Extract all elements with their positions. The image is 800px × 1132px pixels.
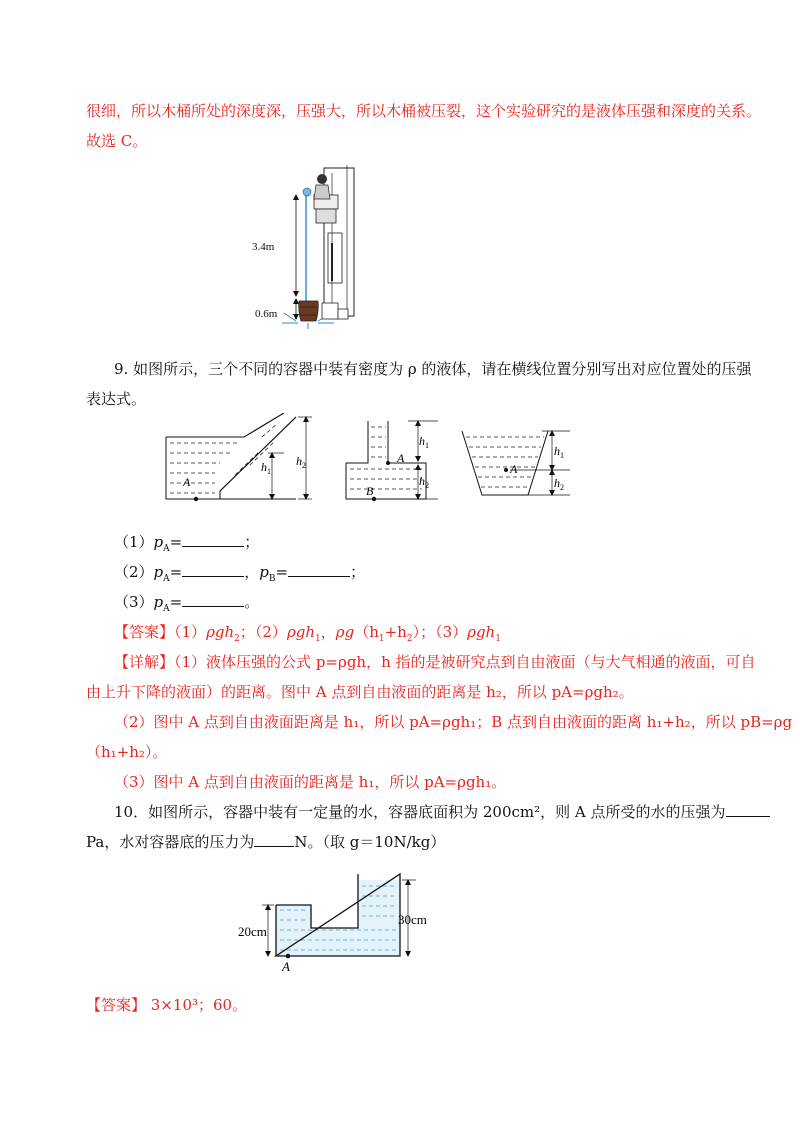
q10-label-20cm: 20cm	[238, 924, 267, 939]
q9-answer: 【答案】（1）ρgh$_2$；（2）ρgh$_1$，$\rho g(h_1+h_2)$；（3）ρgh$_1$	[114, 623, 501, 644]
q9-fig2-h2: $h_2$	[419, 474, 429, 490]
barrel-label-0-6m: 0.6m	[255, 308, 278, 320]
q9-figure-2	[342, 413, 442, 513]
q10-answer-blank-2[interactable]	[254, 832, 294, 847]
q9-detail-line2: 由上升下降的液面）的距离。图中 A 点到自由液面的距离是 h₂，所以 pA=ρgh₂。	[86, 683, 634, 701]
q9-answer-blank-3[interactable]	[182, 592, 244, 607]
q10-stem-line1: 10．如图所示，容器中装有一定量的水，容器底面积为 200cm²，则 A 点所受的水的压强为	[114, 802, 770, 822]
barrel-experiment-figure	[252, 163, 362, 333]
q9-detail-line4: （h₁+h₂）。	[86, 743, 168, 761]
q9-answer-blank-2b[interactable]	[288, 562, 350, 577]
q10-point-a: A	[282, 959, 290, 974]
q9-fig3-h1: $h_1$	[554, 444, 564, 460]
q9-fig2-point-b: B	[366, 484, 374, 498]
q9-figure-3	[458, 423, 578, 503]
barrel-label-3-4m: 3.4m	[252, 241, 275, 253]
q10-label-30cm: 30cm	[398, 912, 427, 927]
prev-answer-line1: 很细，所以木桶所处的深度深，压强大，所以木桶被压裂，这个实验研究的是液体压强和深度的关系。	[86, 102, 762, 120]
q9-fig2-h1: $h_1$	[419, 434, 429, 450]
q9-detail-line3: （2）图中 A 点到自由液面距离是 h₁，所以 pA=ρgh₁；B 点到自由液面的距离 h₁+h₂，所以 pB=ρg	[114, 713, 793, 731]
q10-stem-line2: Pa，水对容器底的压力为 N。（取 g＝10N/kg）	[86, 833, 446, 851]
q9-fig1-h2: $h_2$	[296, 454, 306, 470]
q9-blank-1: $(1)p_A=$ ；	[114, 533, 260, 554]
q9-detail-line1: 【详解】（1）液体压强的公式 p=ρgh，h 指的是被研究点到自由液面（与大气相通的液面，可自	[114, 653, 756, 671]
q9-blank-2: $(2)p_A=$ ，$p_B=$ ；	[114, 563, 366, 584]
q9-stem-line1: 9. 如图所示，三个不同的容器中装有密度为 ρ 的液体，请在横线位置分别写出对应位置处的压强	[114, 360, 752, 378]
q9-answer-blank-2a[interactable]	[182, 562, 244, 577]
q9-detail-line5: （3）图中 A 点到自由液面的距离是 h₁，所以 pA=ρgh₁。	[114, 773, 507, 791]
prev-answer-line2: 故选 C。	[86, 132, 148, 150]
q9-stem-line2: 表达式。	[86, 390, 147, 408]
q9-figure-1	[160, 413, 325, 513]
q10-figure	[238, 870, 438, 975]
q9-answer-blank-1[interactable]	[182, 532, 244, 547]
q10-answer: 【答案】 3×10³；60。	[86, 996, 248, 1014]
q9-fig3-point-a: A	[510, 462, 518, 476]
q10-answer-blank-1[interactable]	[726, 802, 770, 817]
q9-fig3-h2: $h_2$	[554, 476, 564, 492]
q9-fig1-point-a: A	[183, 475, 191, 489]
q9-fig1-h1: $h_1$	[261, 460, 271, 476]
q9-blank-3: $(3)p_A=$ 。	[114, 593, 260, 614]
q9-fig2-point-a: A	[397, 451, 405, 465]
